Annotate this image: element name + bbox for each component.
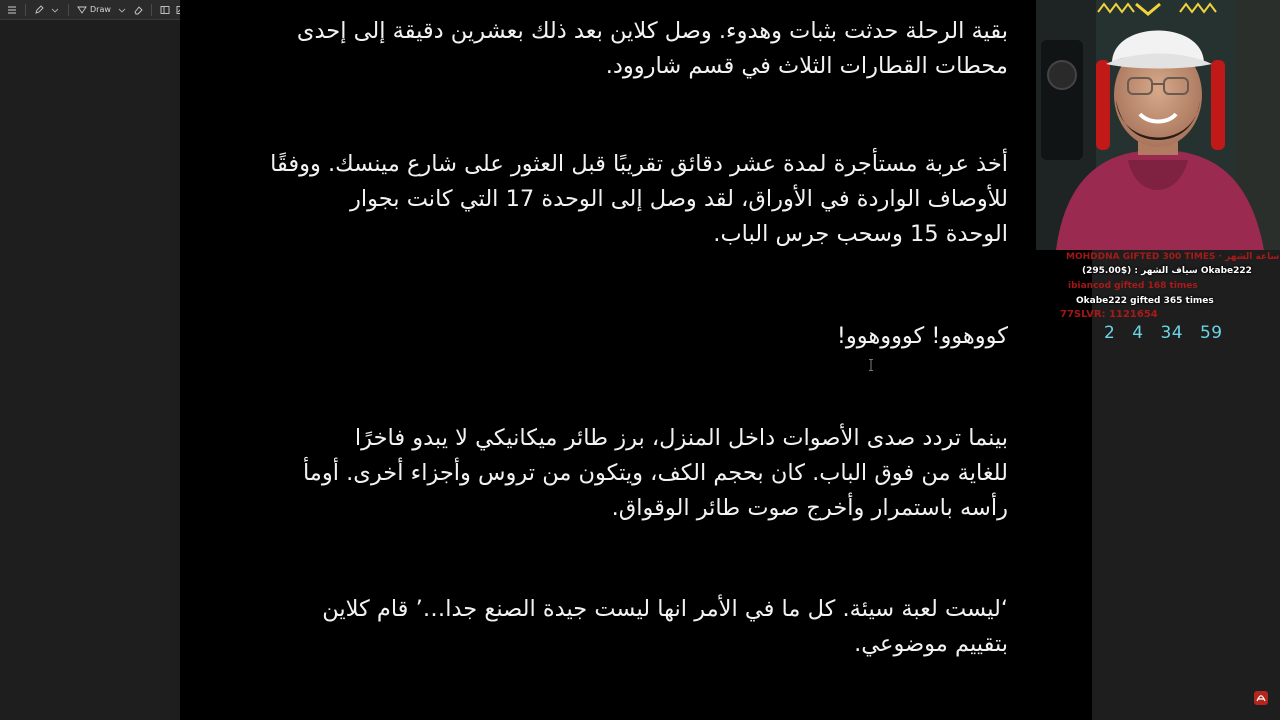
paragraph-4 [303,421,1008,526]
webcam-feed [1036,0,1280,250]
chevron-down-icon[interactable] [114,2,130,18]
eraser-icon[interactable] [130,2,146,18]
paragraph-5 [322,592,1008,662]
text-line: الوحدة 15 وسحب جرس الباب. [713,221,1008,247]
draw-label: Draw [90,5,111,14]
text-line: بتقييم موضوعي. [854,631,1008,657]
chevron-down-icon[interactable] [47,2,63,18]
text-line: للغاية من فوق الباب. كان بحجم الكف، ويتكون من تروس وأجزاء أخرى. أومأ [302,460,1008,486]
text-cursor-icon [868,359,874,372]
document-page[interactable] [180,0,1092,720]
acrobat-icon[interactable] [1254,690,1268,704]
draw-icon [77,5,87,15]
text-line: للأوصاف الواردة في الأوراق، لقد وصل إلى الوحدة 17 التي كانت بجوار [350,186,1008,212]
text-line: كووهوو! كوووهوو! [836,323,1008,349]
text-line: ‘ليست لعبة سيئة. كل ما في الأمر انها ليست جيدة الصنع جدا…’ قام كلاين [322,596,1008,622]
streamer-image [1036,0,1280,250]
toolbar-divider [25,4,26,16]
highlight-icon[interactable] [31,2,47,18]
text-line: أخذ عربة مستأجرة لمدة عشر دقائق تقريبًا قبل العثور على شارع مينسك. ووفقًا [270,151,1008,177]
text-line: بينما تردد صدى الأصوات داخل المنزل، برز طائر ميكانيكي لا يبدو فاخرًا [354,425,1008,451]
overlay-line: MOHDDNA GIFTED 300 TIMES · ساعة الشهر [1066,252,1280,262]
text-line: بقية الرحلة حدثت بثبات وهدوء. وصل كلاين بعد ذلك بعشرين دقيقة إلى إحدى [296,18,1008,44]
overlay-line: Okabe222 gifted 365 times [1076,296,1214,306]
stream-overlay [1060,250,1280,320]
paragraph-3 [837,319,1008,354]
text-line: محطات القطارات الثلاث في قسم شاروود. [605,53,1008,79]
text-line: رأسه باستمرار وأخرج صوت طائر الوقواق. [611,495,1008,521]
toolbar-divider [151,4,152,16]
draw-button[interactable] [74,2,114,18]
paragraph-1 [297,14,1008,84]
contents-icon[interactable] [4,2,20,18]
overlay-line: ibiancod gifted 168 times [1068,281,1198,291]
toolbar-divider [68,4,69,16]
overlay-line: 77SLVR: 1121654 [1060,309,1158,320]
stream-timer: 2 4 34 59 [1104,323,1223,343]
view-layout-icon[interactable] [157,2,173,18]
overlay-line: سياف الشهر : ($295.00) Okabe222 [1082,266,1252,276]
paragraph-2 [270,147,1008,252]
